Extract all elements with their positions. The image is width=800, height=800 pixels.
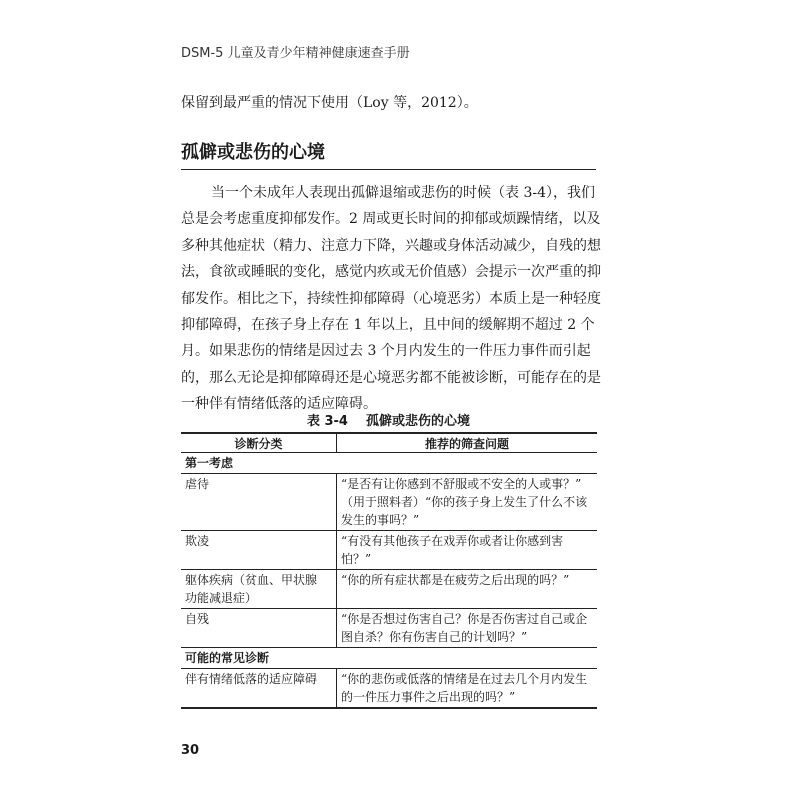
header-questions: 推荐的筛查问题 [337, 433, 598, 453]
section-divider [181, 169, 596, 170]
category-cell: 虐待 [181, 474, 337, 531]
paragraph-line: 月。如果悲伤的情绪是因过去 3 个月内发生的一件压力事件而引起 [181, 343, 591, 360]
group-label: 可能的常见诊断 [181, 648, 597, 669]
body-paragraph [181, 180, 601, 418]
paragraph-line: 总是会考虑重度抑郁发作。2 周或更长时间的抑郁或烦躁情绪，以及 [181, 211, 601, 228]
category-cell: 欺凌 [181, 531, 337, 570]
question-cell: “你是否想过伤害自己？你是否伤害过自己或企 图自杀？你有伤害自己的计划吗？” [337, 609, 598, 648]
continued-text: 保留到最严重的情况下使用（Loy 等，2012）。 [181, 95, 478, 111]
question-cell: “你的悲伤或低落的情绪是在过去几个月内发生 的一件压力事件之后出现的吗？” [337, 669, 598, 709]
paragraph-line: 抑郁障碍，在孩子身上存在 1 年以上，且中间的缓解期不超过 2 个 [181, 317, 595, 334]
table-row [181, 669, 597, 709]
screening-table [181, 432, 597, 709]
paragraph-line: 的，那么无论是抑郁障碍还是心境恶劣都不能被诊断，可能存在的是 [181, 369, 601, 386]
question-cell: “是否有让你感到不舒服或不安全的人或事？” （用于照料者）“你的孩子身上发生了什么不该 发生的事吗？” [337, 474, 598, 531]
group-row [181, 453, 597, 474]
table-row [181, 609, 597, 648]
question-cell: “你的所有症状都是在疲劳之后出现的吗？” [337, 570, 598, 609]
group-row [181, 648, 597, 669]
paragraph-line: 多种其他症状（精力、注意力下降，兴趣或身体活动减少，自残的想 [181, 237, 601, 254]
paragraph-line: 当一个未成年人表现出孤僻退缩或悲伤的时候（表 3-4），我们 [211, 185, 595, 201]
group-label: 第一考虑 [185, 456, 234, 470]
category-cell: 自残 [181, 609, 337, 648]
table-row [181, 531, 597, 570]
paragraph-line: 郁发作。相比之下，持续性抑郁障碍（心境恶劣）本质上是一种轻度 [181, 290, 601, 307]
running-header: DSM-5 儿童及青少年精神健康速查手册 [181, 46, 410, 61]
category-cell: 躯体疾病（贫血、甲状腺 功能减退症） [181, 570, 337, 609]
table-header-row [181, 433, 597, 453]
question-cell: “有没有其他孩子在戏弄你或者让你感到害 怕？” [337, 531, 598, 570]
category-cell: 伴有情绪低落的适应障碍 [181, 669, 337, 709]
paragraph-line: 一种伴有情绪低落的适应障碍。 [181, 396, 377, 413]
header-category: 诊断分类 [181, 433, 337, 453]
section-title: 孤僻或悲伤的心境 [181, 142, 325, 163]
table-row [181, 474, 597, 531]
paragraph-line: 法，食欲或睡眠的变化，感觉内疚或无价值感）会提示一次严重的抑 [181, 264, 601, 281]
table-caption: 表 3-4 孤僻或悲伤的心境 [306, 414, 471, 429]
table-row [181, 570, 597, 609]
page-number: 30 [181, 743, 200, 758]
